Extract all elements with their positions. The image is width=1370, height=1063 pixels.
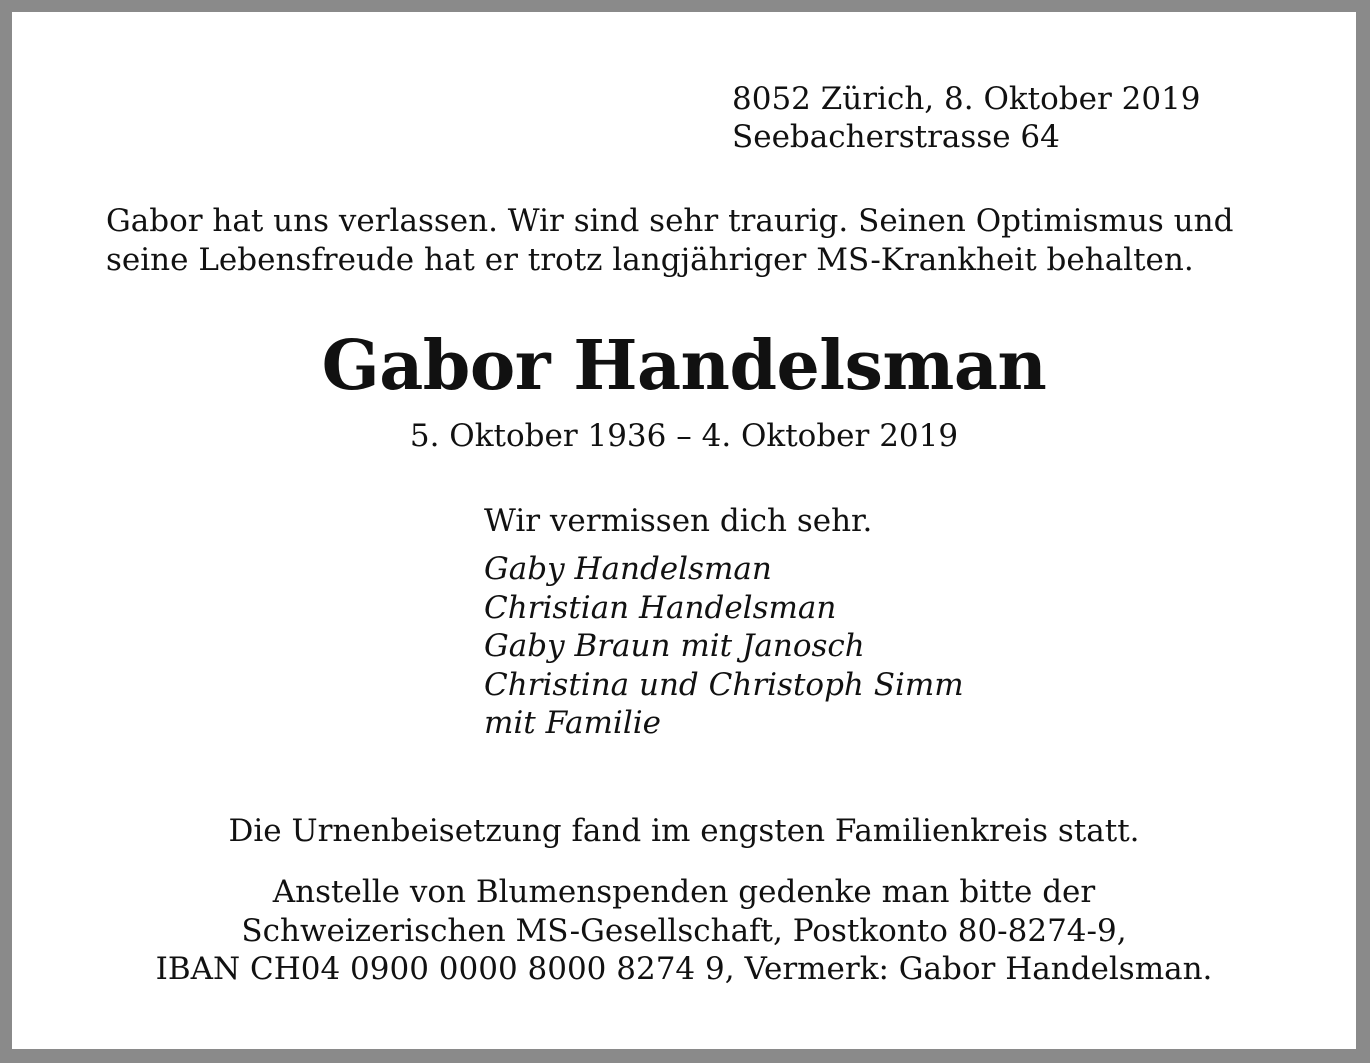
donation-note [12,873,1356,989]
street-address: Seebacherstrasse 64 [732,119,1060,155]
mourner-name: Gaby Handelsman [484,551,772,587]
farewell-message: Wir vermissen dich sehr. [484,503,873,539]
city-date: 8052 Zürich, 8. Oktober 2019 [732,81,1201,117]
mourners-list [484,550,964,743]
mourner-name: mit Familie [484,705,661,741]
donation-line: Anstelle von Blumenspenden gedenke man bitte der [272,874,1096,910]
deceased-name: Gabor Handelsman [321,326,1047,406]
intro-line: Gabor hat uns verlassen. Wir sind sehr traurig. Seinen Optimismus und [106,203,1234,239]
life-dates: 5. Oktober 1936 – 4. Oktober 2019 [409,418,959,454]
mourner-name: Christian Handelsman [484,589,837,626]
donation-line: Schweizerischen MS-Gesellschaft, Postkonto 80-8274-9, [241,912,1127,949]
mourner-name: Christina und Christoph Simm [484,666,964,703]
mourner-name: Gaby Braun mit Janosch [484,628,865,664]
obituary-notice [12,12,1356,1049]
intro-text [106,202,1233,280]
funeral-note: Die Urnenbeisetzung fand im engsten Familienkreis statt. [228,813,1140,849]
address-block [732,80,1201,156]
intro-line: seine Lebensfreude hat er trotz langjähriger MS-Krankheit behalten. [106,242,1194,278]
donation-line: IBAN CH04 0900 0000 8000 8274 9, Vermerk: Gabor Handelsman. [155,951,1213,987]
